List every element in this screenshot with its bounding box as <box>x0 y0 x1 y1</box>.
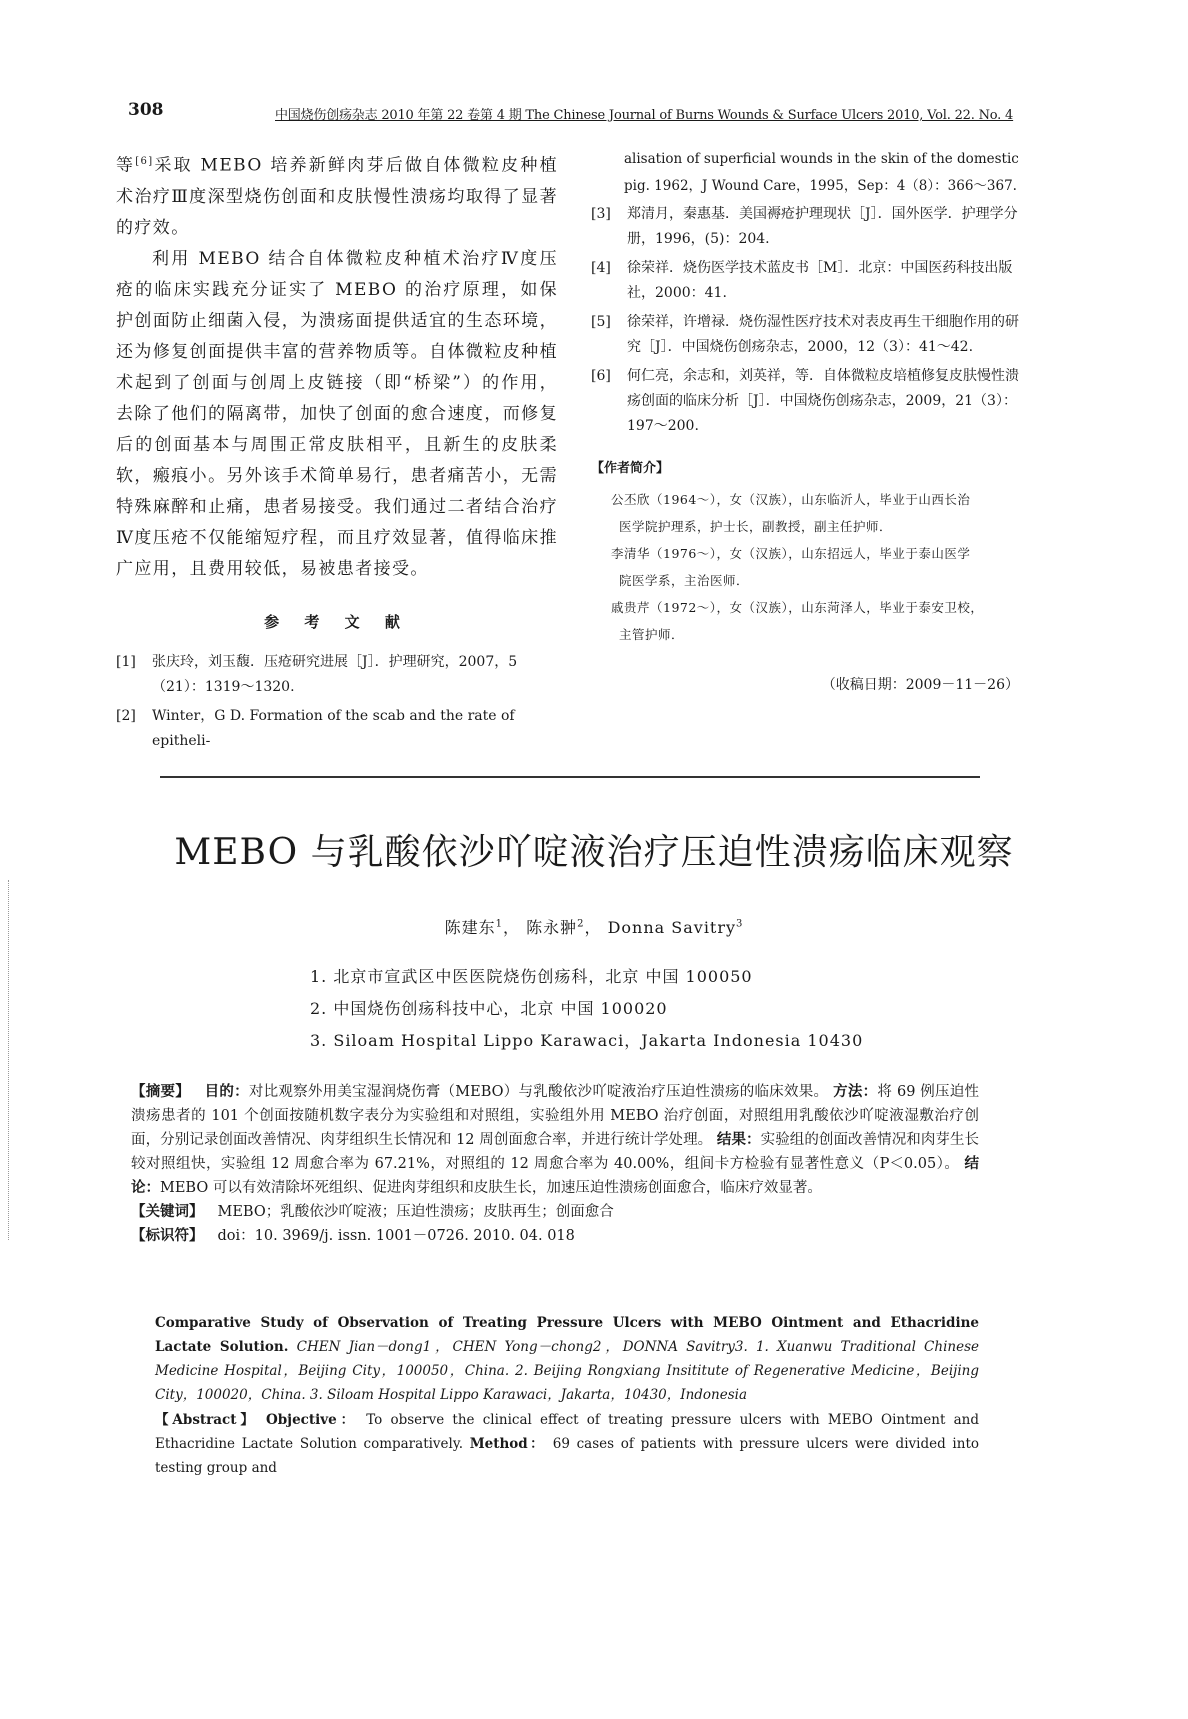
reference-item <box>591 256 1029 306</box>
reference-number: [6] <box>591 368 611 384</box>
objective-text: 对比观察外用美宝湿润烧伤膏（MEBO）与乳酸依沙吖啶液治疗压迫性溃疡的临床效果。 <box>248 1084 829 1100</box>
section-divider <box>160 776 980 778</box>
author-bio-line: 李清华（1976～），女（汉族），山东招远人，毕业于泰山医学 <box>611 546 971 561</box>
author-name: 陈永翀 <box>526 918 578 937</box>
objective-label: 目的： <box>204 1083 249 1100</box>
reference-item <box>116 704 558 754</box>
english-method-label: Method： <box>469 1436 547 1452</box>
conclusion-label: 结论： <box>131 1155 980 1196</box>
identifier-label: 【标识符】 <box>131 1227 204 1244</box>
reference-number: [4] <box>591 260 611 276</box>
reference-continuation: alisation of superficial wounds in the skin of the domestic pig. 1962，J Wound Care，1995，Sep：4（8）：366～367. <box>624 151 1019 194</box>
author-affiliation-mark: 2 <box>577 918 585 930</box>
author-bio-line: 医学院护理系，护士长，副教授，副主任护师． <box>619 519 893 534</box>
english-title-block <box>155 1311 979 1407</box>
para1-text: 采取 MEBO 培养新鲜肉芽后做自体微粒皮种植术治疗Ⅲ度深型烧伤创面和皮肤慢性溃疡均取得了显著的疗效。 <box>116 155 558 238</box>
affiliation: 2. 中国烧伤创疡科技中心，北京 中国 100020 <box>310 999 668 1018</box>
running-head: 中国烧伤创疡杂志 2010 年第 22 卷第 4 期 The Chinese Journal of Burns Wounds & Surface Ulcers 2010, Vol. 22. No. 4 <box>275 108 1014 123</box>
author-list <box>0 915 1188 938</box>
right-column <box>591 146 1029 694</box>
identifier-line <box>131 1224 979 1248</box>
result-text: 实验组的创面改善情况和肉芽生长较对照组快，实验组 12 周愈合率为 67.21%，对照组的 12 周愈合率为 40.00%，组间卡方检验有显著性意义（P＜0.05）。 <box>131 1132 980 1172</box>
doi-text[interactable]: doi：10. 3969/j. issn. 1001－0726. 2010. 04. 018 <box>217 1228 575 1244</box>
body-paragraph-2: 利用 MEBO 结合自体微粒皮种植术治疗Ⅳ度压疮的临床实践充分证实了 MEBO 的治疗原理，如保护创面防止细菌入侵，为溃疡面提供适宜的生态环境，还为修复创面提供丰富的营养物质等。自体微粒皮种植术起到了创面与创周上皮链接（即“桥梁”）的作用，去除了他们的隔离带，加快了创面的愈合速度，而修复后的创面基本与周围正常皮肤相平，且新生的皮肤柔软，瘢痕小。另外该手术简单易行，患者痛苦小，无需特殊麻醉和止痛，患者易接受。我们通过二者结合治疗Ⅳ度压疮不仅能缩短疗程，而且疗效显著，值得临床推广应用，且费用较低，易被患者接受。 <box>116 248 558 579</box>
received-date: （收稿日期：2009－11－26） <box>821 677 1019 693</box>
english-byline: CHEN Jian－dong1，CHEN Yong－chong2，DONNA Savitry3. 1. Xuanwu Traditional Chinese Medicine Hospital，Beijing City，100050，China. 2. Beijing Rongxiang Insititute of Regenerative Medicine，Beijing City，100020，China. 3. Siloam Hospital Lippo Karawaci，Jakarta，10430，Indonesia <box>155 1339 979 1403</box>
method-label: 方法： <box>833 1083 878 1100</box>
author-separator: ， <box>584 918 602 937</box>
reference-item <box>591 202 1029 252</box>
author-name: Donna Savitry <box>607 918 737 937</box>
author-intro-heading: 【作者简介】 <box>591 461 670 476</box>
author-name: 陈建东 <box>444 918 496 937</box>
author-bio-line: 公丕欣（1964～），女（汉族），山东临沂人，毕业于山西长治 <box>611 492 971 507</box>
affiliation: 1. 北京市宣武区中医医院烧伤创疡科，北京 中国 100050 <box>310 967 753 986</box>
author-affiliation-mark: 1 <box>495 918 503 930</box>
abstract-body <box>131 1080 979 1200</box>
reference-text: 何仁亮，余志和，刘英祥，等．自体微粒皮培植修复皮肤慢性溃疡创面的临床分析［J］．中国烧伤创疡杂志，2009，21（3）：197～200. <box>627 368 1019 434</box>
english-abstract-label: 【Abstract】 <box>155 1412 258 1428</box>
method-text: 将 69 例压迫性溃疡患者的 101 个创面按随机数字表分为实验组和对照组，实验组外用 MEBO 治疗创面，对照组用乳酸依沙吖啶液湿敷治疗创面，分别记录创面改善情况、肉芽组织生长情况和 12 周创面愈合率，并进行统计学处理。 <box>131 1084 980 1148</box>
chinese-abstract <box>131 1080 979 1248</box>
reference-text: 郑清月，秦惠基．美国褥疮护理现状［J］．国外医学．护理学分册，1996，(5)：204. <box>627 206 1018 247</box>
result-label: 结果： <box>716 1131 761 1148</box>
keywords-text: MEBO；乳酸依沙吖啶液；压迫性溃疡；皮肤再生；创面愈合 <box>217 1204 614 1220</box>
left-column <box>116 146 558 758</box>
reference-number: [5] <box>591 314 611 330</box>
article-title: MEBO 与乳酸依沙吖啶液治疗压迫性溃疡临床观察 <box>174 832 1014 873</box>
author-bio-line: 主管护师． <box>619 627 685 642</box>
english-objective-label: Objective： <box>265 1412 358 1428</box>
english-objective-text: To observe the clinical effect of treating pressure ulcers with MEBO Ointment and Ethacridine Lactate Solution comparatively. <box>155 1412 979 1452</box>
keywords-label: 【关键词】 <box>131 1203 204 1220</box>
english-abstract <box>155 1408 979 1480</box>
page-number: 308 <box>128 100 164 120</box>
abstract-label: 【摘要】 <box>131 1083 190 1100</box>
english-title: Comparative Study of Observation of Treating Pressure Ulcers with MEBO Ointment and Ethacridine Lactate Solution. <box>155 1315 979 1355</box>
reference-item <box>591 364 1029 439</box>
reference-text: 徐荣祥．烧伤医学技术蓝皮书［M］．北京：中国医药科技出版社，2000：41. <box>627 260 1013 301</box>
para1-start: 等 <box>116 155 136 176</box>
reference-number: [3] <box>591 206 611 222</box>
citation-ref[interactable]: [6] <box>135 156 154 167</box>
reference-text: Winter，G D. Formation of the scab and the rate of epitheli- <box>152 707 515 749</box>
scan-edge-marks <box>8 880 15 1240</box>
reference-text: 徐荣祥，许增禄．烧伤湿性医疗技术对表皮再生干细胞作用的研究［J］．中国烧伤创疡杂志，2000，12（3）：41～42. <box>627 314 1019 355</box>
reference-item <box>591 310 1029 360</box>
body-paragraph-1 <box>116 146 558 244</box>
author-bio-line: 戚贵芹（1972～），女（汉族），山东菏泽人，毕业于泰安卫校， <box>611 600 984 615</box>
conclusion-text: MEBO 可以有效清除坏死组织、促进肉芽组织和皮肤生长，加速压迫性溃疡创面愈合，临床疗效显著。 <box>160 1180 822 1196</box>
author-bio-line: 院医学系，主治医师． <box>619 573 750 588</box>
reference-text: 张庆玲，刘玉馥．压疮研究进展［J］．护理研究，2007，5（21）：1319～1320. <box>152 653 518 695</box>
affiliation: 3. Siloam Hospital Lippo Karawaci，Jakarta Indonesia 10430 <box>310 1031 864 1050</box>
author-separator: ， <box>502 918 520 937</box>
english-method-text: 69 cases of patients with pressure ulcers were divided into testing group and <box>155 1436 979 1476</box>
reference-number: [2] <box>116 707 136 724</box>
references-heading: 参 考 文 献 <box>264 612 410 631</box>
keywords-line <box>131 1200 979 1224</box>
reference-number: [1] <box>116 653 136 670</box>
reference-item <box>116 650 558 700</box>
author-affiliation-mark: 3 <box>736 918 744 930</box>
